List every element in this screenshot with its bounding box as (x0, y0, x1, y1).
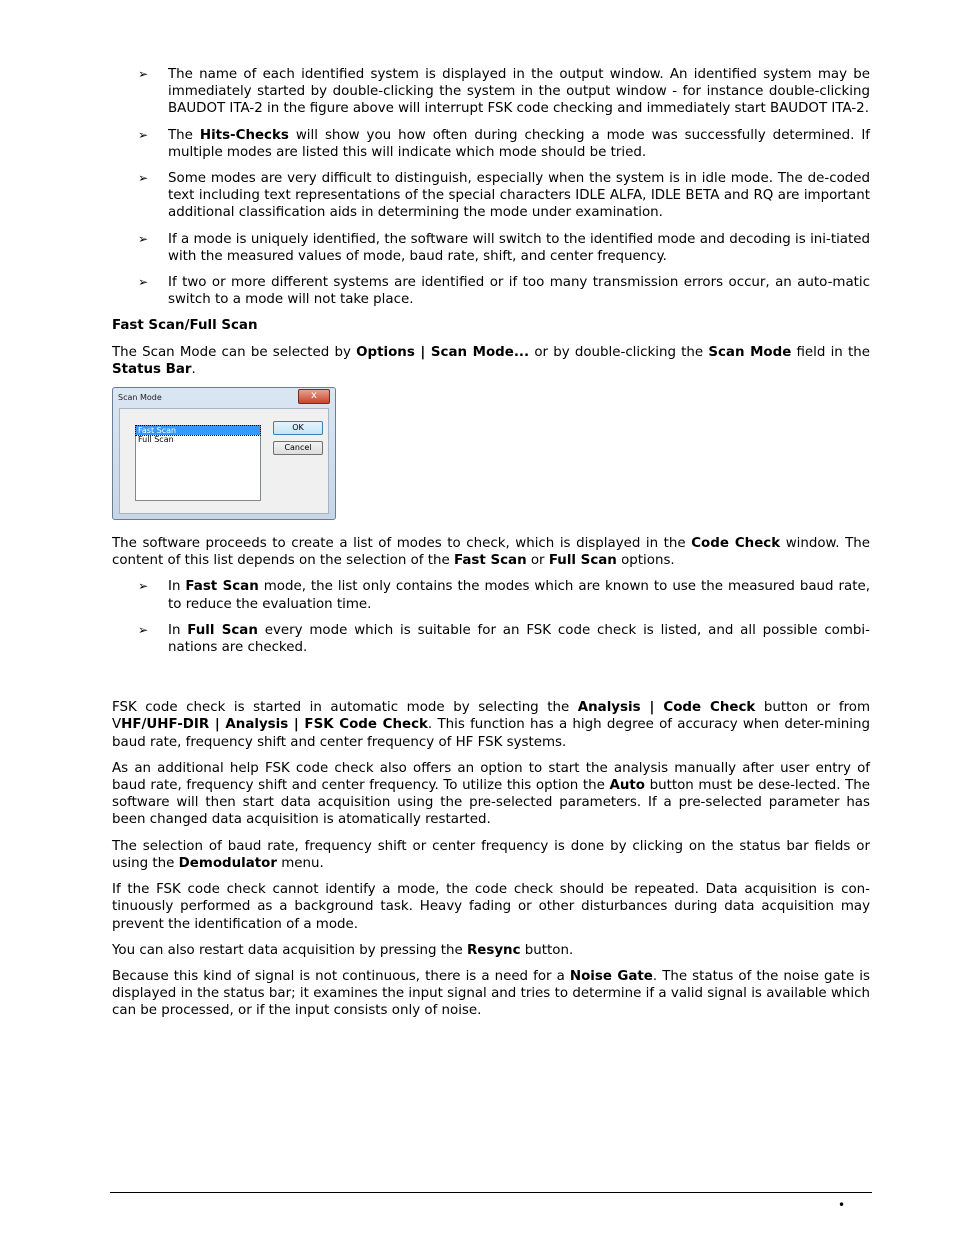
text-run: Some modes are very difficult to distinguish, especially when the system is in idle mode. The de-coded text including text representations of the special characters IDLE ALFA, IDLE BETA and RQ are important additional classification aids in determining the mode under examination. (168, 171, 870, 221)
bold-term: Fast Scan (454, 553, 527, 569)
footer-bullet: • (838, 1198, 846, 1212)
text-run: or (526, 553, 549, 569)
text-run: button. (520, 942, 574, 958)
dialog-body (119, 408, 329, 514)
bold-term: HF/UHF-DIR | Analysis | FSK Code Check (121, 717, 428, 733)
list-item (112, 231, 870, 265)
bold-term: Demodulator (178, 855, 277, 871)
page-content (112, 66, 870, 1029)
text-run: button or from V (112, 700, 871, 733)
paragraph (112, 699, 870, 751)
text-run: The (168, 127, 200, 143)
bold-term: Options | Scan Mode... (356, 344, 530, 360)
bold-term: Analysis | Code Check (577, 700, 756, 716)
cancel-button[interactable]: Cancel (273, 441, 323, 455)
text-run: If a mode is uniquely identified, the software will switch to the identified mode and decoding is ini-tiated with the measured values of mode, baud rate, shift, and center frequency. (168, 231, 870, 264)
text-run: mode, the list only contains the modes which are known to use the measured baud rate, to reduce the evaluation time. (168, 579, 870, 612)
list-item (112, 170, 870, 222)
bold-term: Auto (609, 778, 645, 794)
section-heading: Fast Scan/Full Scan (112, 318, 258, 334)
text-run: The software proceeds to create a list of modes to check, which is displayed in the (112, 536, 692, 552)
bold-term: Full Scan (187, 622, 258, 638)
bold-term: Code Check (691, 536, 781, 552)
arrow-bullet-icon: ➢ (138, 231, 149, 246)
arrow-bullet-icon: ➢ (138, 171, 149, 186)
list-item (112, 66, 870, 118)
text-run: menu. (276, 855, 324, 871)
paragraph (112, 942, 870, 959)
bold-term: Resync (466, 942, 521, 958)
text-run: If the FSK code check cannot identify a mode, the code check should be repeated. Data acquisition is con-tinuously performed as a background task. Heavy fading or other disturbances during data acquisition may prevent the identification of a mode. (112, 882, 870, 932)
dialog-title: Scan Mode (118, 393, 162, 403)
arrow-bullet-icon: ➢ (138, 579, 149, 594)
close-icon[interactable]: x (298, 389, 330, 404)
paragraph (112, 760, 870, 829)
text-run: The selection of baud rate, frequency shift or center frequency is done by clicking on the status bar fields or using the (112, 838, 870, 871)
text-run: . This function has a high degree of accuracy when deter-mining baud rate, frequency shift and center frequency of HF FSK systems. (112, 717, 871, 750)
bullet-list-top (112, 66, 870, 308)
text-run: As an additional help FSK code check also offers an option to start the analysis manually after user entry of baud rate, frequency shift and center frequency. To utilize this option the (112, 760, 870, 794)
list-item-fast-scan[interactable]: Fast Scan (136, 426, 260, 435)
list-item (112, 622, 870, 656)
bold-term: Fast Scan (185, 579, 259, 595)
paragraph (112, 968, 870, 1020)
text-run: The Scan Mode can be selected by (112, 344, 357, 360)
arrow-bullet-icon: ➢ (138, 622, 149, 637)
text-run: In (168, 622, 188, 638)
bold-term: Status Bar (112, 361, 192, 377)
arrow-bullet-icon: ➢ (138, 275, 149, 290)
bold-term: Noise Gate (569, 968, 653, 984)
arrow-bullet-icon: ➢ (138, 67, 149, 81)
list-item (112, 274, 870, 308)
text-run: . The status of the noise gate is displayed in the status bar; it examines the input signal and tries to determine if a valid signal is available which can be processed, or if the input consists only of noise. (112, 968, 870, 1019)
bullet-list-scan (112, 578, 870, 656)
text-run: every mode which is suitable for an FSK code check is listed, and all possible combi-nations are checked. (168, 622, 870, 656)
list-item-full-scan[interactable]: Full Scan (138, 435, 174, 445)
text-run: You can also restart data acquisition by pressing the (112, 942, 467, 958)
arrow-bullet-icon: ➢ (138, 127, 149, 142)
text-run: options. (616, 553, 675, 569)
footer-rule (110, 1192, 872, 1193)
text-run: The name of each identified system is displayed in the output window. An identified system may be immediately started by double-clicking the system in the output window - for instance double-clicking BAUDOT ITA-2 in the figure above will interrupt FSK code checking and immediately start BAUDOT ITA-2. (168, 67, 870, 117)
text-run: FSK code check is started in automatic mode by selecting the (112, 700, 578, 716)
bold-term: Hits-Checks (199, 127, 289, 143)
text-run: button must be dese-lected. The software will then start data acquisition using the pre-selected parameters. If a pre-selected parameter has been changed data acquisition is atomatically restarted. (112, 778, 870, 828)
bold-term: Scan Mode (708, 344, 792, 360)
list-item (112, 578, 870, 612)
paragraph-scan-mode (112, 344, 870, 378)
text-run: field in the (791, 344, 870, 360)
text-run: window. The content of this list depends on the selection of the (112, 536, 870, 569)
scan-mode-dialog (112, 387, 336, 520)
paragraphs-bottom (112, 699, 870, 1019)
bold-term: Full Scan (548, 553, 617, 569)
paragraph-code-check-list (112, 535, 870, 569)
ok-button[interactable]: OK (273, 421, 323, 435)
section-gap (112, 665, 870, 699)
text-run: In (168, 579, 186, 595)
list-item (112, 127, 870, 161)
text-run: If two or more different systems are identified or if too many transmission errors occur, an auto-matic switch to a mode will not take place. (168, 275, 870, 308)
paragraph (112, 881, 870, 933)
text-run: Because this kind of signal is not continuous, there is a need for a (112, 968, 570, 984)
scan-mode-list[interactable] (135, 425, 261, 501)
text-run: will show you how often during checking a mode was successfully determined. If multiple modes are listed this will indicate which mode should be tried. (168, 127, 870, 160)
text-run: or by double-clicking the (529, 344, 709, 360)
paragraph (112, 838, 870, 872)
text-run: . (191, 361, 196, 377)
